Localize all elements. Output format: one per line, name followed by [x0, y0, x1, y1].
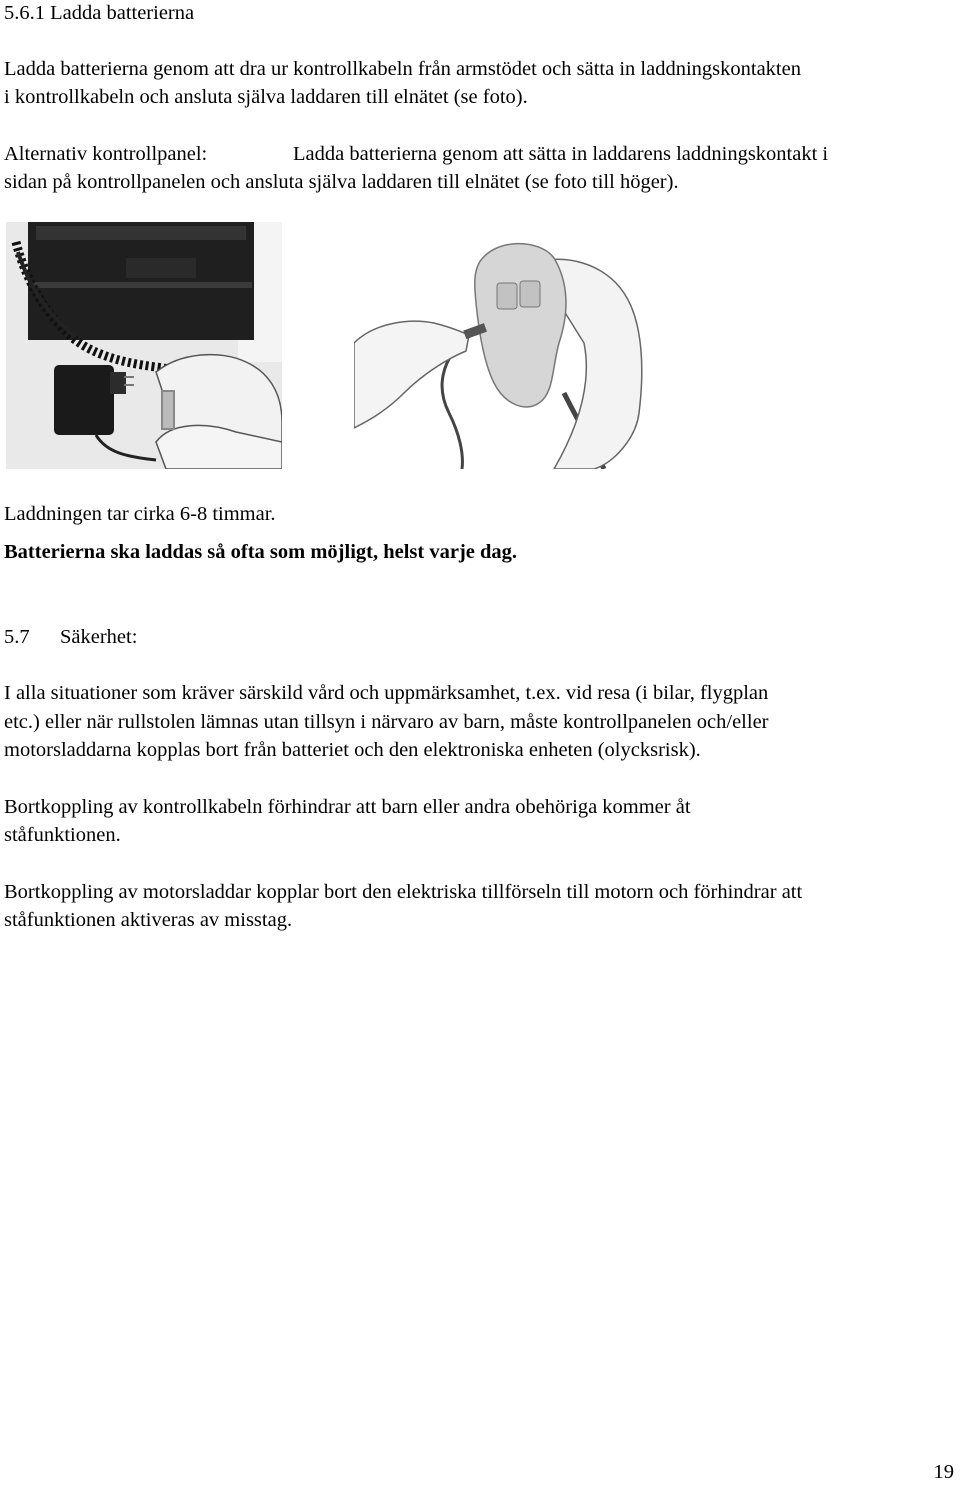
paragraph-line: i kontrollkabeln och ansluta själva laddaren till elnätet (se foto).	[4, 86, 528, 108]
paragraph-line: sidan på kontrollpanelen och ansluta själva laddaren till elnätet (se foto till höger).	[4, 171, 679, 193]
alt-panel-label: Alternativ kontrollpanel:	[4, 143, 208, 165]
section-heading-5-6-1: 5.6.1 Ladda batterierna	[4, 2, 195, 24]
paragraph-line: Bortkoppling av kontrollkabeln förhindrar att barn eller andra obehöriga kommer åt	[4, 796, 691, 818]
paragraph-line: Ladda batterierna genom att dra ur kontrollkabeln från armstödet och sätta in laddningskontakten	[4, 58, 801, 80]
page-number: 19	[933, 1461, 954, 1483]
paragraph-line: ståfunktionen aktiveras av misstag.	[4, 909, 293, 931]
paragraph-line: ståfunktionen.	[4, 824, 121, 846]
paragraph-line: I alla situationer som kräver särskild vård och uppmärksamhet, t.ex. vid resa (i bilar, flygplan	[4, 682, 769, 704]
section-heading-5-7: Säkerhet:	[60, 626, 138, 648]
handheld-control-photo	[354, 223, 644, 469]
paragraph-line: Bortkoppling av motorsladdar kopplar bort den elektriska tillförseln till motorn och förhindrar att	[4, 881, 803, 903]
charge-advice-text: Batterierna ska laddas så ofta som möjligt, helst varje dag.	[4, 541, 518, 563]
paragraph-line: etc.) eller när rullstolen lämnas utan tillsyn i närvaro av barn, måste kontrollpanelen och/eller	[4, 711, 769, 733]
paragraph-line: motorsladdarna kopplas bort från batteriet och den elektroniska enheten (olycksrisk).	[4, 739, 701, 761]
charge-time-text: Laddningen tar cirka 6-8 timmar.	[4, 503, 276, 525]
paragraph-line: Ladda batterierna genom att sätta in laddarens laddningskontakt i	[293, 143, 829, 165]
charger-cable-photo	[6, 222, 282, 469]
section-number-5-7: 5.7	[4, 626, 30, 648]
